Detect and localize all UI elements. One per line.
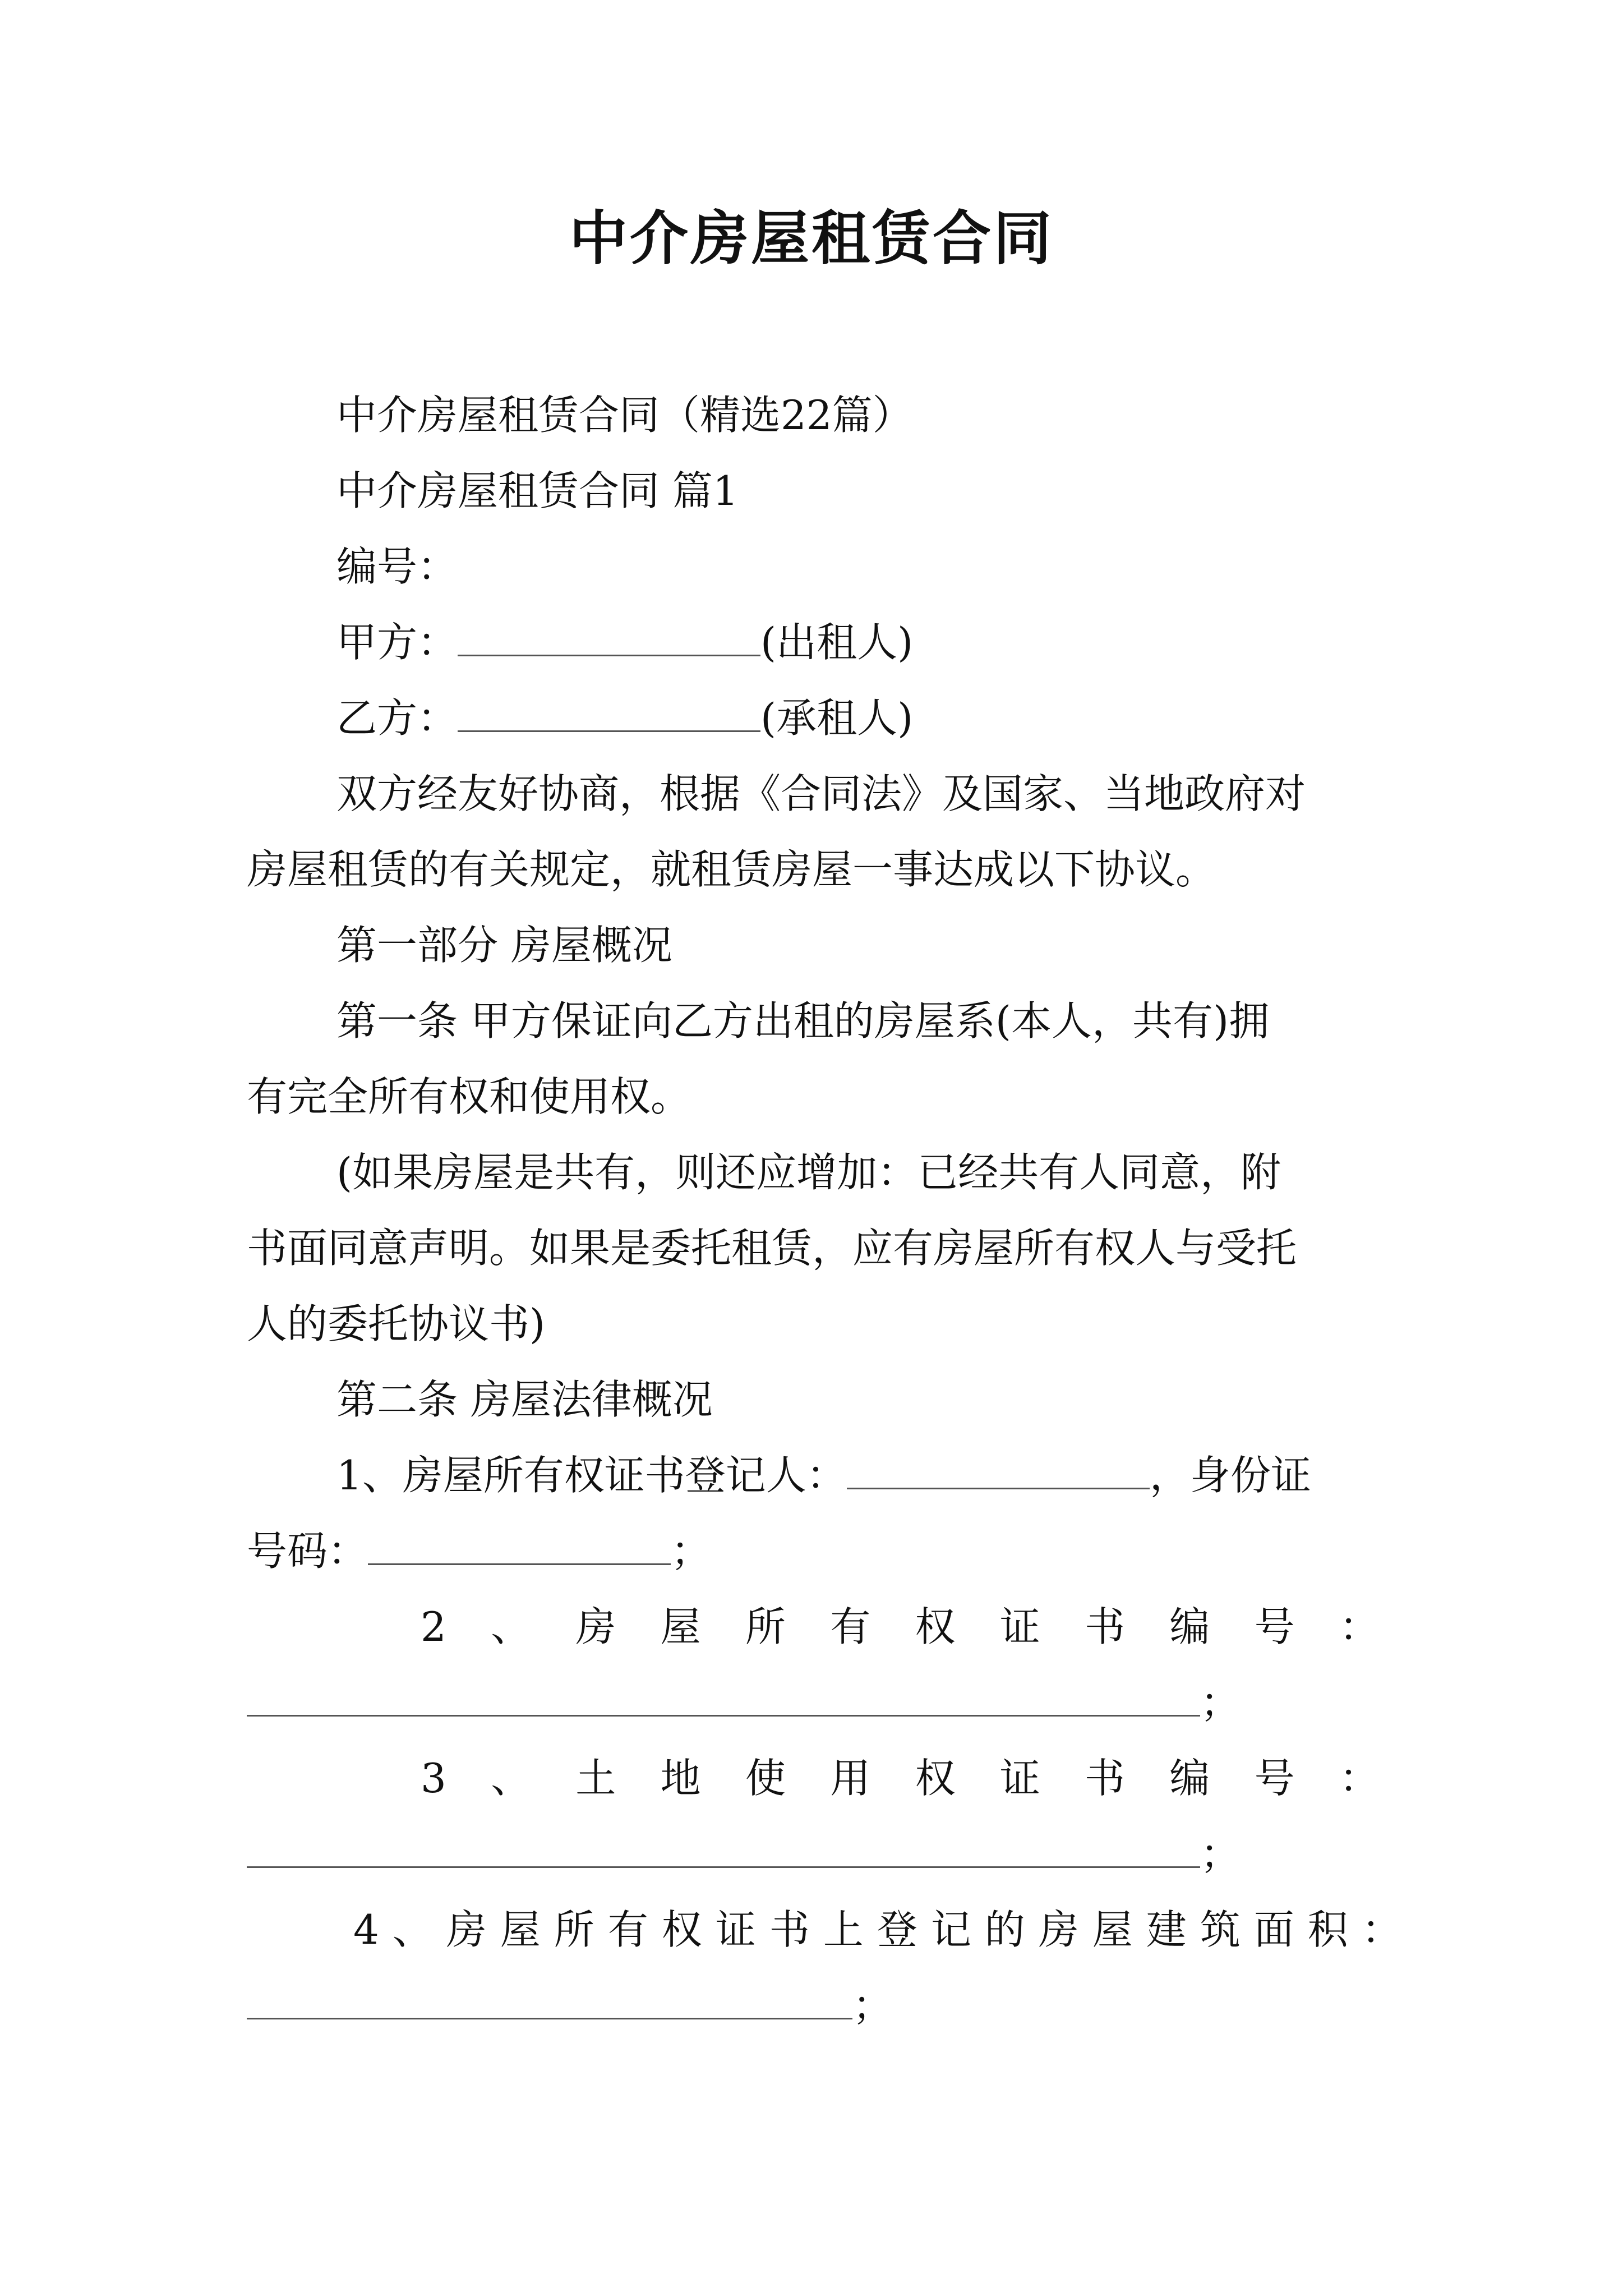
part-one-heading: 第一部分 房屋概况 — [336, 922, 672, 969]
item-2-char: 所 — [745, 1603, 786, 1650]
item-3-end: ； — [1200, 1830, 1241, 1878]
id-number-label: 号码： — [247, 1527, 368, 1575]
item-3-char: 、 — [491, 1755, 532, 1802]
item-2-char: 号 — [1254, 1603, 1295, 1650]
article-two-heading: 第二条 房屋法律概况 — [336, 1376, 713, 1423]
party-b-label: 乙方： — [336, 694, 458, 742]
item-2-end: ； — [1200, 1679, 1241, 1726]
item-1-end: ； — [671, 1527, 712, 1575]
ownership-cert-number-blank[interactable] — [247, 1681, 1200, 1717]
note-line-2: 书面同意声明。如果是委托租赁，应有房屋所有权人与受托 — [247, 1225, 1297, 1272]
party-b-role: (承租人) — [760, 694, 914, 742]
item-3-char: 用 — [830, 1755, 871, 1802]
document-title: 中介房屋租赁合同 — [569, 204, 1054, 273]
item-2-char: 屋 — [660, 1603, 701, 1650]
item-2-char: ： — [1339, 1603, 1380, 1650]
section-heading: 中介房屋租赁合同 篇1 — [336, 467, 739, 514]
party-a-label: 甲方： — [336, 619, 458, 666]
item-3-char: 书 — [1085, 1755, 1126, 1802]
item-3-char: 证 — [999, 1755, 1040, 1802]
item-3-char: 地 — [660, 1755, 701, 1802]
item-2-char: 权 — [915, 1603, 956, 1650]
item-2-char: 有 — [830, 1603, 871, 1650]
item-4-label: 4、房屋所有权证书上登记的房屋建筑面积： — [353, 1906, 1415, 1953]
article-one-line-1: 第一条 甲方保证向乙方出租的房屋系(本人，共有)拥 — [336, 997, 1270, 1045]
party-a-role: (出租人) — [760, 619, 914, 666]
item-3-char: 权 — [915, 1755, 956, 1802]
item-2-char: 证 — [999, 1603, 1040, 1650]
building-area-blank[interactable] — [247, 1984, 852, 2019]
item-1-label: 1、房屋所有权证书登记人： — [336, 1452, 847, 1499]
item-2-char: 书 — [1085, 1603, 1126, 1650]
intro-line-1: 双方经友好协商，根据《合同法》及国家、当地政府对 — [336, 770, 1306, 817]
item-3-blank-line — [247, 1826, 1380, 1882]
item-4-blank-line — [247, 1977, 1380, 2033]
item-2-char: 房 — [575, 1603, 616, 1650]
item-3-char: 使 — [745, 1755, 786, 1802]
item-4-end: ； — [852, 1982, 893, 2029]
item-3-char: 号 — [1254, 1755, 1295, 1802]
item-2-char: 编 — [1169, 1603, 1210, 1650]
subtitle: 中介房屋租赁合同（精选22篇） — [336, 392, 913, 439]
party-a-line — [247, 614, 1380, 670]
party-b-blank[interactable] — [458, 697, 760, 732]
registrant-blank[interactable] — [847, 1454, 1150, 1489]
item-3-char: 3 — [421, 1755, 446, 1802]
land-cert-number-blank[interactable] — [247, 1833, 1200, 1868]
item-2-blank-line — [247, 1674, 1380, 1731]
item-2-label — [247, 1599, 1380, 1655]
intro-line-2: 房屋租赁的有关规定，就租赁房屋一事达成以下协议。 — [247, 846, 1216, 893]
party-a-blank[interactable] — [458, 621, 760, 656]
item-1-line-1 — [247, 1447, 1380, 1503]
article-one-line-2: 有完全所有权和使用权。 — [247, 1073, 691, 1120]
contract-number: 编号： — [336, 543, 458, 590]
note-line-3: 人的委托协议书) — [247, 1300, 546, 1347]
party-b-line — [247, 690, 1380, 746]
item-3-label — [247, 1750, 1380, 1806]
item-2-char: 2 — [421, 1603, 446, 1650]
note-line-1: (如果房屋是共有，则还应增加：已经共有人同意，附 — [336, 1149, 1281, 1196]
id-number-blank[interactable] — [368, 1530, 671, 1565]
item-2-char: 、 — [491, 1603, 532, 1650]
item-1-id-label: ，身份证 — [1149, 1452, 1311, 1499]
item-3-char: 土 — [575, 1755, 616, 1802]
item-1-line-2 — [247, 1523, 1380, 1579]
item-3-char: 编 — [1169, 1755, 1210, 1802]
item-3-char: ： — [1339, 1755, 1380, 1802]
